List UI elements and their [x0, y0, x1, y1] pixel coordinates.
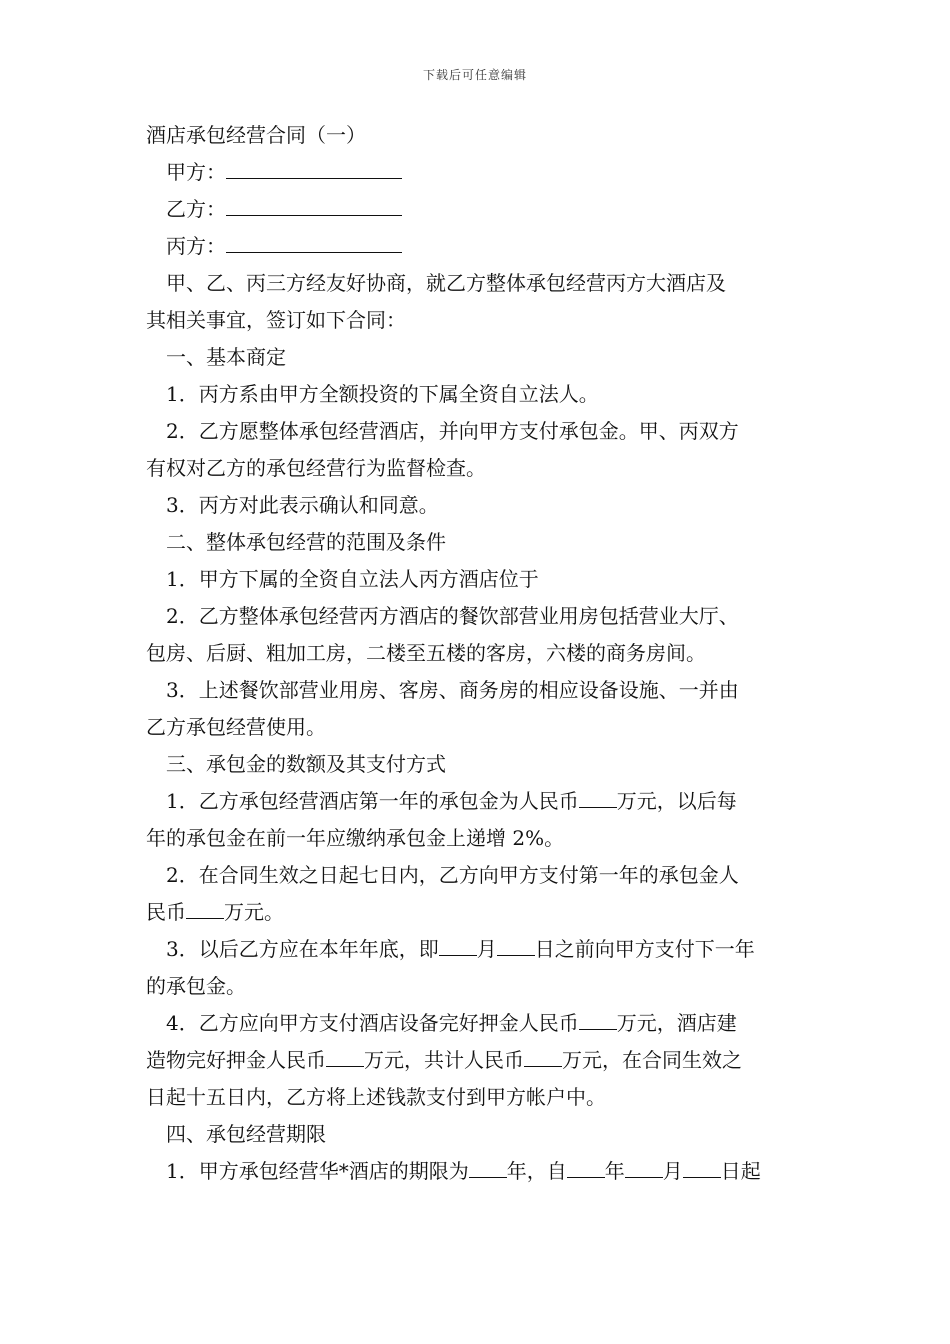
text-segment: 日之前向甲方支付下一年: [534, 937, 755, 961]
section-2-item-1: 1．甲方下属的全资自立法人丙方酒店位于: [166, 567, 539, 591]
section-3-item-3-line-2: 的承包金。: [146, 974, 246, 998]
month-blank: [625, 1155, 663, 1178]
section-4-item-1-line-1: [146, 1153, 812, 1190]
text-segment: 月: [662, 1159, 683, 1183]
section-2-title: 二、整体承包经营的范围及条件: [166, 530, 446, 554]
section-2-item-2-line-1: 2．乙方整体承包经营丙方酒店的餐饮部营业用房包括营业大厅、: [166, 604, 739, 628]
text-segment: 日起: [720, 1159, 761, 1183]
header-note: 下载后可任意编辑: [422, 68, 527, 82]
section-1-title: 一、基本商定: [166, 345, 286, 369]
amount-blank: [186, 896, 224, 919]
text-segment: 1．乙方承包经营酒店第一年的承包金为人民币: [166, 789, 579, 813]
section-2-item-3-line-1: 3．上述餐饮部营业用房、客房、商务房的相应设备设施、一并由: [166, 678, 739, 702]
intro-line-2: 其相关事宜，签订如下合同：: [146, 308, 406, 332]
section-1-item-3: 3．丙方对此表示确认和同意。: [166, 493, 439, 517]
day-blank: [497, 933, 535, 956]
party-a-label: 甲方：: [166, 160, 226, 184]
section-3-item-1-line-2: 年的承包金在前一年应缴纳承包金上递增 2%。: [146, 826, 565, 850]
text-segment: 3．以后乙方应在本年年底，即: [166, 937, 439, 961]
party-a-line: [146, 154, 812, 191]
section-2-item-3-line-2: 乙方承包经营使用。: [146, 715, 326, 739]
text-segment: 4．乙方应向甲方支付酒店设备完好押金人民币: [166, 1011, 579, 1035]
section-2-item-2-line-2: 包房、后厨、粗加工房，二楼至五楼的客房，六楼的商务房间。: [146, 641, 706, 665]
section-1-item-2-line-1: 2．乙方愿整体承包经营酒店，并向甲方支付承包金。甲、丙双方: [166, 419, 739, 443]
text-segment: 月: [476, 937, 497, 961]
section-3-item-3-line-1: [146, 931, 812, 968]
text-segment: 年，自: [506, 1159, 567, 1183]
text-segment: 民币: [146, 900, 186, 924]
text-segment: 年: [604, 1159, 625, 1183]
text-segment: 造物完好押金人民币: [146, 1048, 326, 1072]
year-blank: [567, 1155, 605, 1178]
text-segment: 万元。: [224, 900, 284, 924]
party-b-blank: [226, 193, 402, 216]
years-blank: [469, 1155, 507, 1178]
amount-blank: [579, 785, 617, 808]
day-blank: [683, 1155, 721, 1178]
text-segment: 万元，酒店建: [616, 1011, 737, 1035]
section-3-item-2-line-1: 2．在合同生效之日起七日内，乙方向甲方支付第一年的承包金人: [166, 863, 739, 887]
contract-body: [146, 117, 812, 1190]
amount-blank: [579, 1007, 617, 1030]
section-3-title: 三、承包金的数额及其支付方式: [166, 752, 446, 776]
section-4-title: 四、承包经营期限: [166, 1122, 326, 1146]
section-3-item-4-line-2: [146, 1042, 812, 1079]
party-b-line: [146, 191, 812, 228]
amount-blank: [326, 1044, 364, 1067]
party-c-line: [146, 228, 812, 265]
section-3-item-4-line-3: 日起十五日内，乙方将上述钱款支付到甲方帐户中。: [146, 1085, 606, 1109]
intro-line-1: 甲、乙、丙三方经友好协商，就乙方整体承包经营丙方大酒店及: [166, 271, 726, 295]
amount-blank: [524, 1044, 562, 1067]
section-1-item-1: 1．丙方系由甲方全额投资的下属全资自立法人。: [166, 382, 599, 406]
contract-title: 酒店承包经营合同（一）: [146, 123, 366, 147]
month-blank: [439, 933, 477, 956]
party-c-label: 丙方：: [166, 234, 226, 258]
section-3-item-4-line-1: [146, 1005, 812, 1042]
section-3-item-2-line-2: [146, 894, 812, 931]
party-c-blank: [226, 230, 402, 253]
text-segment: 万元，在合同生效之: [562, 1048, 742, 1072]
section-1-item-2-line-2: 有权对乙方的承包经营行为监督检查。: [146, 456, 486, 480]
text-segment: 1．甲方承包经营华*酒店的期限为: [166, 1159, 469, 1183]
text-segment: 万元，以后每: [616, 789, 737, 813]
party-a-blank: [226, 156, 402, 179]
party-b-label: 乙方：: [166, 197, 226, 221]
text-segment: 万元，共计人民币: [364, 1048, 524, 1072]
section-3-item-1-line-1: [146, 783, 812, 820]
